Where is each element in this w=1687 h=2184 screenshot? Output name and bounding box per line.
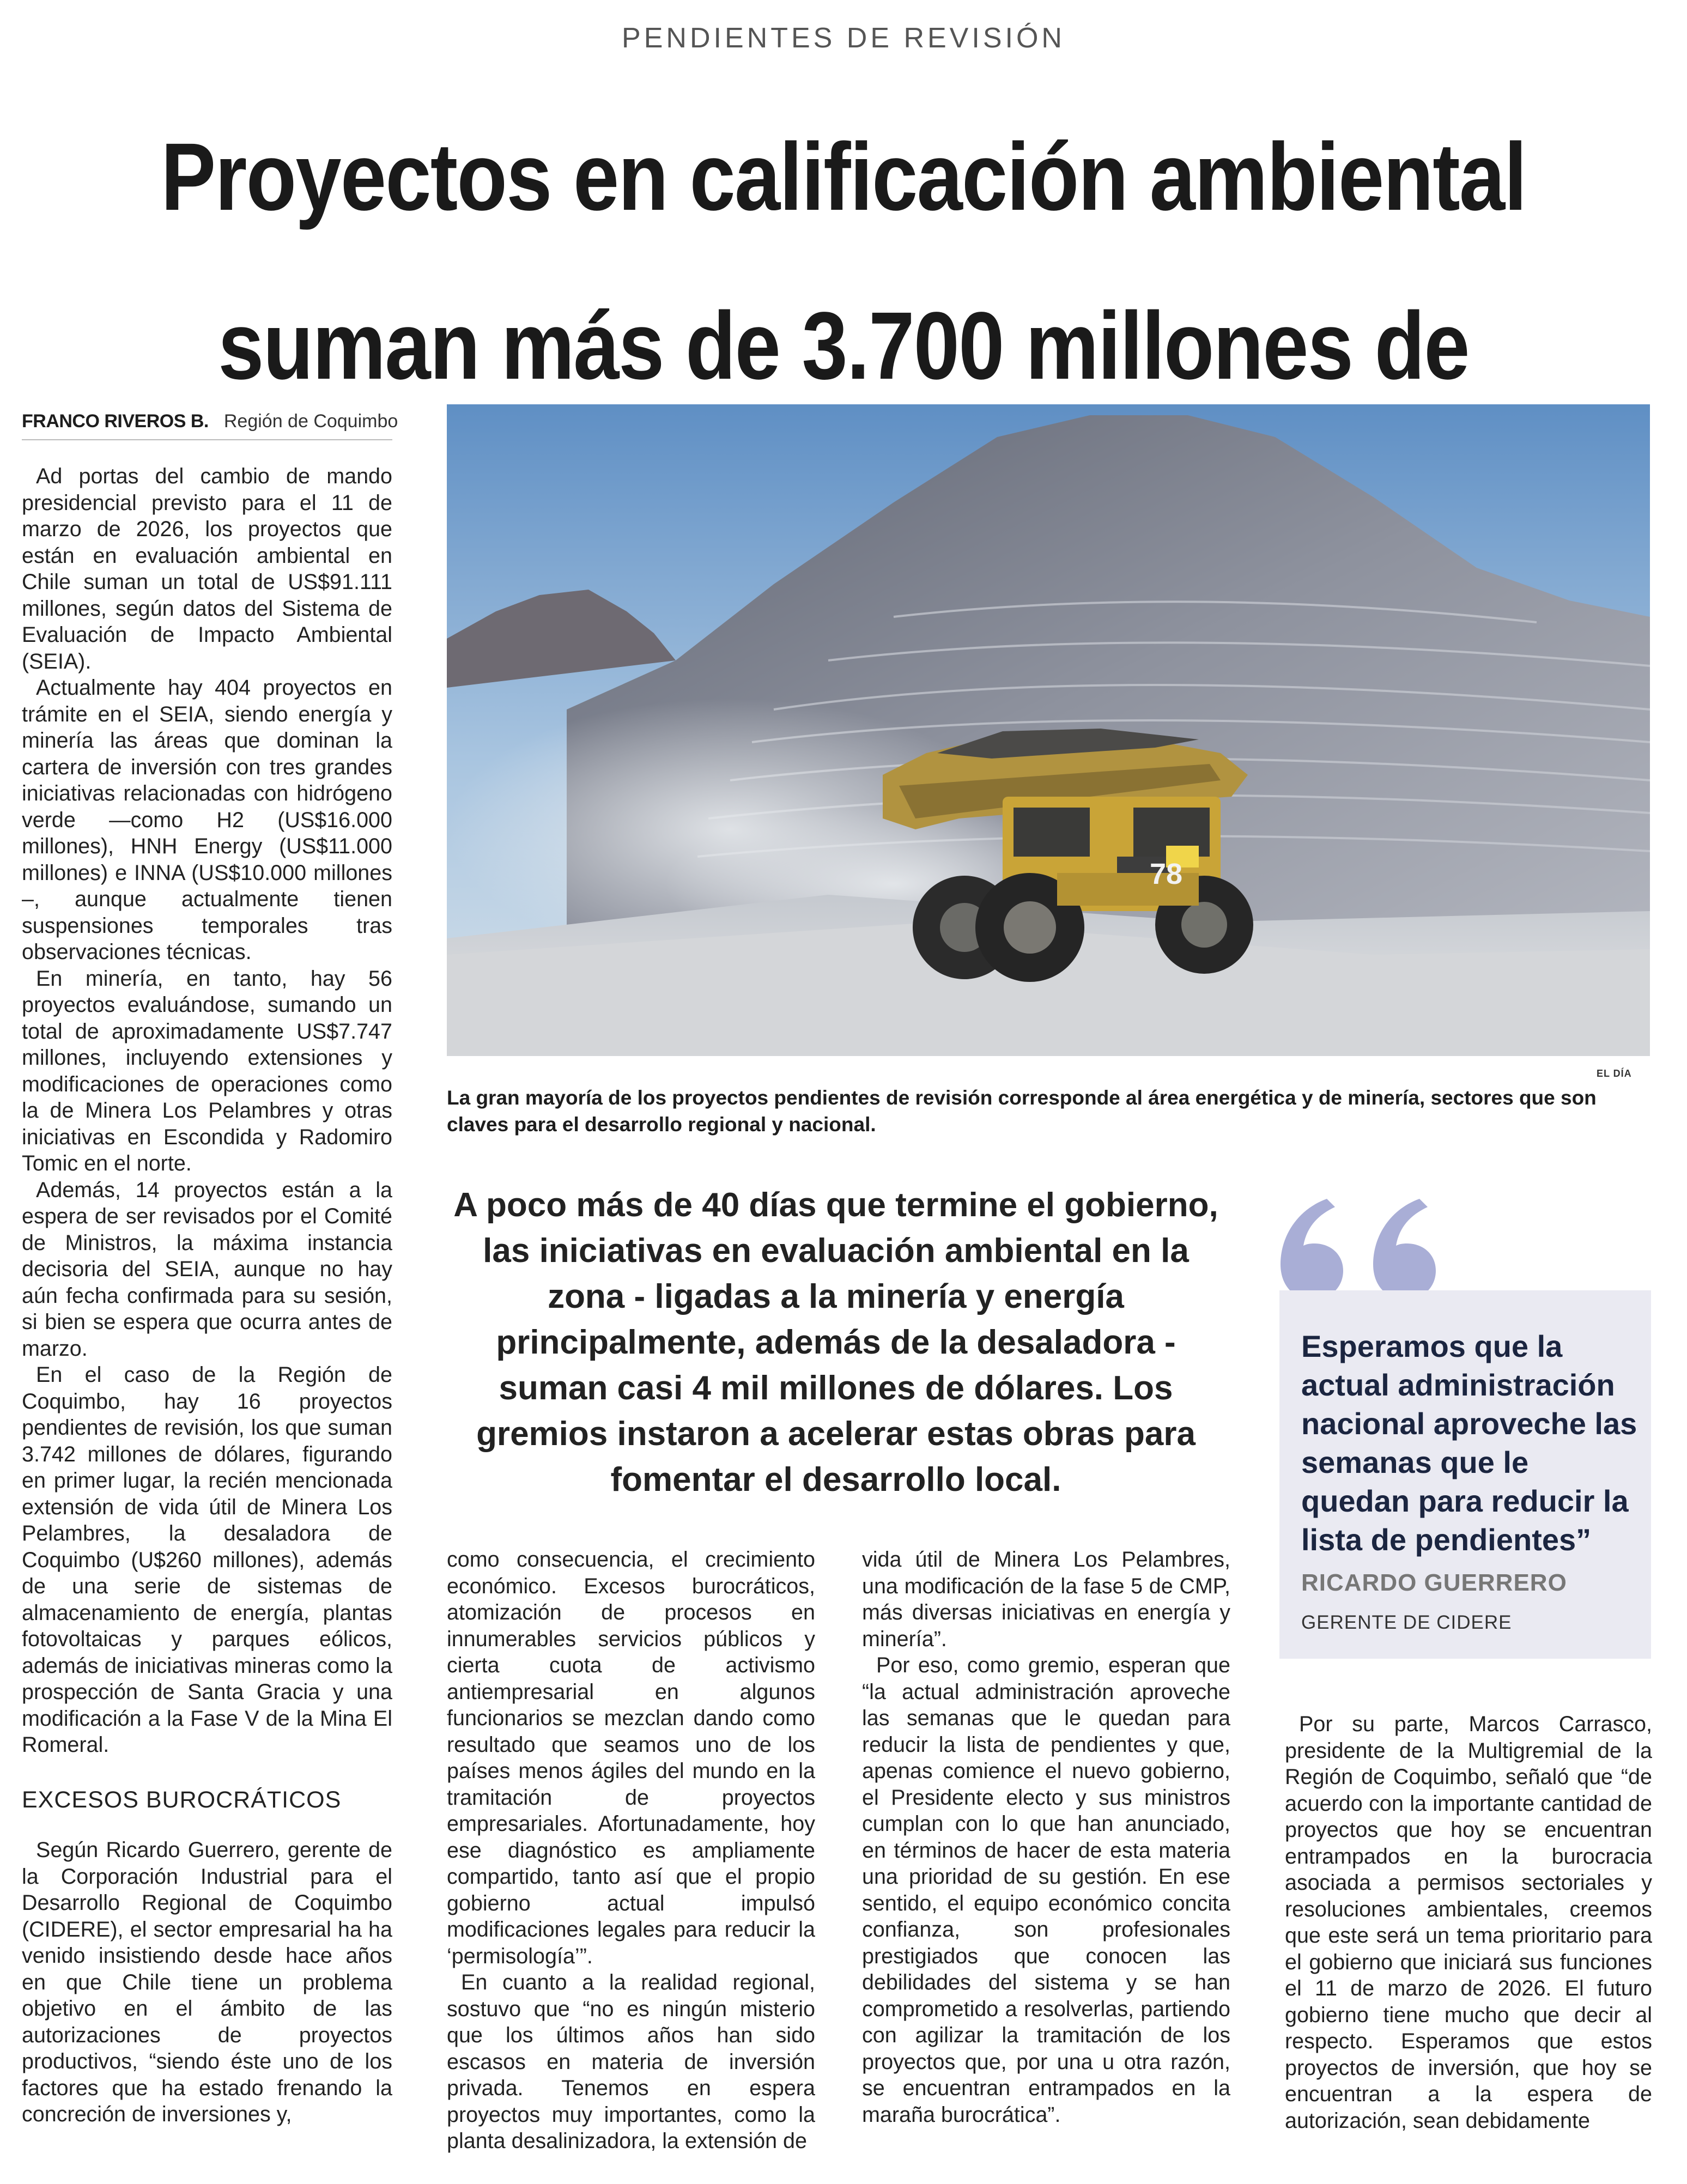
quote-author: RICARDO GUERRERO [1301, 1569, 1567, 1596]
byline-divider [211, 409, 221, 434]
paragraph: Por eso, como gremio, esperan que “la actual administración aproveche las semanas que le quedan para reducir la lista de pendientes y que, apenas comience el nuevo gobierno, el Presidente electo y sus ministros cumplan con lo que han anunciado, en términos de hacer de esta materia una prioridad de su gestión. En ese sentido, el equipo económico concita confianza, son profesionales prestigiados que conocen las debilidades del sistema y se han comprometido a resolverlas, partiendo con agilizar la tramitación de los proyectos que, por una u otra razón, se encuentran entrampados en la maraña burocrática”. [862, 1653, 1230, 2127]
article-column-1 [22, 463, 392, 2128]
headline-line-1: Proyectos en calificación ambiental [161, 124, 1526, 230]
paragraph: vida útil de Minera Los Pelambres, una modificación de la fase 5 de CMP, más diversas iniciativas en energía y minería”. [862, 1548, 1230, 1651]
paragraph: Además, 14 proyectos están a la espera de ser revisados por el Comité de Ministros, la máxima instancia decisoria del SEIA, aunque no hay aún fecha confirmada para su sesión, si bien se espera que ocurra antes de marzo. [22, 1178, 392, 1361]
truck-number: 78 [1150, 858, 1183, 890]
article-column-3 [862, 1546, 1230, 2128]
paragraph: En minería, en tanto, hay 56 proyectos evaluándose, sumando un total de aproximadamente US$7.747 millones, incluyendo extensiones y modificaciones de operaciones como la de Minera Los Pelambres y otras iniciativas en Escondida y Radomiro Tomic en el norte. [22, 966, 392, 1175]
paragraph: Según Ricardo Guerrero, gerente de la Corporación Industrial para el Desarrollo Regional de Coquimbo (CIDERE), el sector empresarial ha ha venido insistiendo desde hace años en que Chile tiene un problema objetivo en el ámbito de las autorizaciones de proyectos productivos, “siendo éste uno de los factores que ha estado frenando la concreción de inversiones y, [22, 1838, 392, 2126]
paragraph: En el caso de la Región de Coquimbo, hay 16 proyectos pendientes de revisión, los que suman 3.742 millones de dólares, figurando en primer lugar, la recién mencionada extensión de vida útil de Minera Los Pelambres, la desaladora de Coquimbo (U$260 millones), además de una serie de sistemas de almacenamiento de energía, plantas fotovoltaicas y parques eólicos, además de iniciativas mineras como la prospección de Santa Gracia y una modificación a la Fase V de la Mina El Romeral. [22, 1363, 392, 1757]
section-tag: PENDIENTES DE REVISIÓN [622, 22, 1065, 54]
paragraph: Actualmente hay 404 proyectos en trámite en el SEIA, siendo energía y minería las áreas que dominan la cartera de inversión con tres grandes iniciativas relacionadas con hidrógeno verde —como H2 (US$16.000 millones), HNH Energy (US$11.000 millones) e INNA (US$10.000 millones –, aunque actualmente tienen suspensiones temporales tras observaciones técnicas. [22, 676, 392, 964]
article-column-2 [447, 1546, 815, 2155]
byline [22, 409, 398, 434]
photo-credit: EL DÍA [1597, 1068, 1632, 1079]
paragraph: Ad portas del cambio de mando presidencial previsto para el 11 de marzo de 2026, los proyectos que están en evaluación ambiental en Chile suman un total de US$91.111 millones, según datos del Sistema de Evaluación de Impacto Ambiental (SEIA). [22, 464, 392, 674]
subheading: EXCESOS BUROCRÁTICOS [22, 1786, 342, 1813]
headline-line-2: suman más de 3.700 millones de [218, 293, 1469, 399]
quote-mark-icon [1275, 1193, 1455, 1302]
paragraph: Por su parte, Marcos Carrasco, presidente de la Multigremial de la Región de Coquimbo, señaló que “de acuerdo con la importante cantidad de proyectos que hoy se encuentran entrampados en la burocracia asociada a permisos sectoriales y resoluciones ambientales, creemos que este será un tema prioritario para el gobierno que iniciará sus funciones el 11 de marzo de 2026. El futuro gobierno tiene mucho que decir al respecto. Esperamos que estos proyectos de inversión, que hoy se encuentran a la espera de autorización, sean debidamente [1285, 1712, 1652, 2133]
quote-role: GERENTE DE CIDERE [1301, 1612, 1512, 1633]
paragraph: En cuanto a la realidad regional, sostuvo que “no es ningún misterio que los últimos años han sido escasos en materia de inversión privada. Tenemos en espera proyectos muy importantes, como la planta desalinizadora, la extensión de [447, 1970, 815, 2153]
lead-summary: A poco más de 40 días que termine el gobierno, las iniciativas en evaluación ambiental en la zona - ligadas a la minería y energía principalmente, además de la desaladora - suman casi 4 mil millones de dólares. Los gremios instaron a acelerar estas obras para fomentar el desarrollo local. [453, 1186, 1218, 1499]
byline-region: Región de Coquimbo [223, 410, 398, 432]
byline-author: FRANCO RIVEROS B. [22, 410, 209, 432]
article-column-4 [1285, 1711, 1652, 2134]
byline-rule [22, 439, 392, 440]
mine-truck-photo [447, 404, 1650, 1056]
photo-caption: La gran mayoría de los proyectos pendientes de revisión corresponde al área energética y de minería, sectores que son claves para el desarrollo regional y nacional. [447, 1087, 1597, 1136]
paragraph: como consecuencia, el crecimiento económico. Excesos burocráticos, atomización de procesos en innumerables servicios públicos y cierta cuota de activismo antiempresarial en algunos funcionarios se mezclan dando como resultado que seamos uno de los países menos ágiles del mundo en la tramitación de proyectos empresariales. Afortunadamente, hoy ese diagnóstico es ampliamente compartido, tanto así que el propio gobierno actual impulsó modificaciones legales para reducir la ‘permisología’”. [447, 1548, 815, 1968]
quote-text: Esperamos que la actual administración nacional aproveche las semanas que le quedan para reducir la lista de pendientes” [1301, 1329, 1637, 1557]
